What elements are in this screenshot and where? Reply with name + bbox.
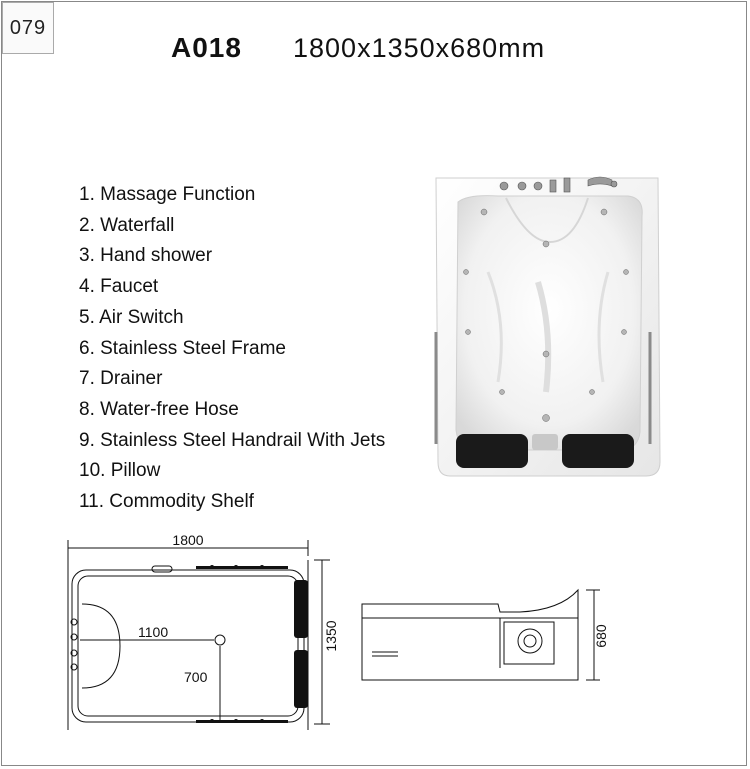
- pillow-plan: [294, 650, 308, 708]
- width-label: 1350: [323, 620, 339, 652]
- height-label: 680: [593, 624, 609, 648]
- feature-item: 10. Pillow: [79, 460, 161, 482]
- length-label: 1800: [172, 532, 204, 548]
- feature-item: 6. Stainless Steel Frame: [79, 337, 286, 359]
- page-number: 079: [2, 2, 54, 54]
- drain-x-label: 1100: [138, 624, 169, 640]
- feature-item: 8. Water-free Hose: [79, 398, 239, 420]
- feature-item: 5. Air Switch: [79, 306, 184, 328]
- feature-item: 9. Stainless Steel Handrail With Jets: [79, 429, 386, 451]
- feature-item: 7. Drainer: [79, 368, 163, 390]
- feature-item: 3. Hand shower: [79, 245, 213, 267]
- feature-item: 1. Massage Function: [79, 184, 256, 205]
- feature-item: 2. Waterfall: [79, 214, 175, 236]
- product-dimensions: 1800x1350x680mm: [293, 33, 546, 63]
- feature-item: 4. Faucet: [79, 276, 159, 298]
- model-code: A018: [171, 32, 242, 63]
- feature-item: 11. Commodity Shelf: [79, 491, 254, 513]
- pillow-plan: [294, 580, 308, 638]
- drain-y-label: 700: [184, 669, 208, 685]
